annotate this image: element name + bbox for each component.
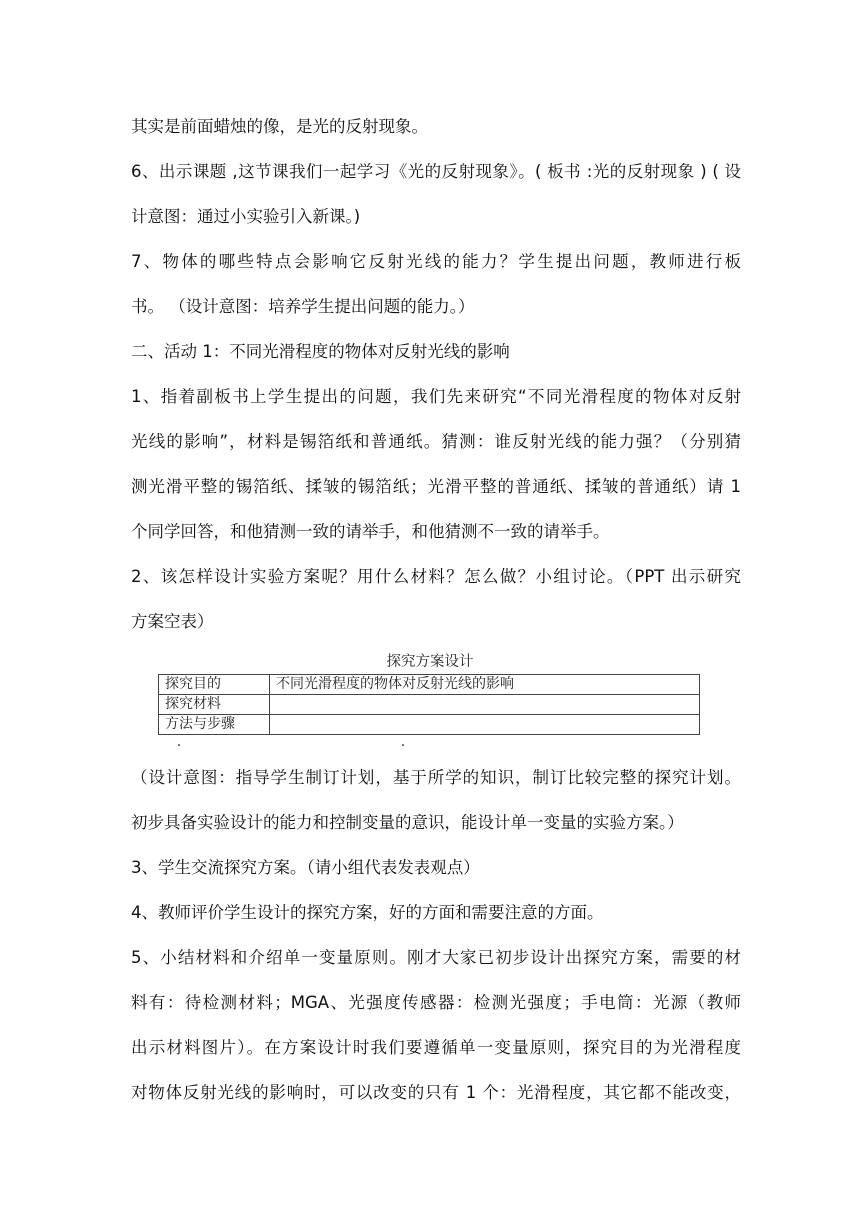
paragraph-line: 测光滑平整的锡箔纸、揉皱的锡箔纸；光滑平整的普通纸、揉皱的普通纸）请 1 (131, 477, 741, 496)
table-row (159, 715, 700, 735)
table-row (159, 675, 700, 695)
paragraph-line: 其实是前面蜡烛的像，是光的反射现象。 (131, 117, 428, 136)
scan-artifact-marks (156, 744, 704, 748)
research-plan-figure (156, 652, 704, 748)
paragraph-line: 5、小结材料和介绍单一变量原则。刚才大家已初步设计出探究方案，需要的材 (131, 948, 741, 967)
paragraph-line: （设计意图：指导学生制订计划，基于所学的知识，制订比较完整的探究计划。 (131, 768, 741, 787)
paragraph-line: 3、学生交流探究方案。（请小组代表发表观点） (131, 858, 480, 877)
paragraph-line: 1、指着副板书上学生提出的问题，我们先来研究“不同光滑程度的物体对反射 (131, 387, 741, 406)
table-cell-value: 不同光滑程度的物体对反射光线的影响 (270, 675, 700, 695)
paragraph-line: 初步具备实验设计的能力和控制变量的意识，能设计单一变量的实验方案。） (131, 813, 684, 832)
table-cell-label: 探究目的 (159, 675, 270, 695)
paragraph-line: 4、教师评价学生设计的探究方案，好的方面和需要注意的方面。 (131, 903, 604, 922)
paragraph-line: 2、该怎样设计实验方案呢？用什么材料？怎么做？小组讨论。（PPT 出示研究 (131, 567, 741, 586)
table-cell-value (270, 715, 700, 735)
table-cell-label: 探究材料 (159, 695, 270, 715)
paragraph-line: 7、物体的哪些特点会影响它反射光线的能力？学生提出问题，教师进行板 (131, 252, 741, 271)
paragraph-line: 方案空表） (131, 612, 214, 631)
paragraph-line: 6、出示课题 ,这节课我们一起学习《光的反射现象》。( 板书 :光的反射现象 ) ( 设 (131, 162, 741, 181)
research-plan-table (158, 674, 700, 735)
paragraph-line: 料有：待检测材料；MGA、光强度传感器：检测光强度；手电筒：光源（教师 (131, 993, 741, 1012)
paragraph-line: 书。 （设计意图：培养学生提出问题的能力。） (131, 297, 475, 316)
paragraph-line: 光线的影响”，材料是锡箔纸和普通纸。猜测：谁反射光线的能力强？（分别猜 (131, 432, 741, 451)
paragraph-line: 对物体反射光线的影响时，可以改变的只有 1 个：光滑程度，其它都不能改变， (131, 1083, 741, 1102)
paragraph-line: 计意图：通过小实验引入新课。) (131, 207, 361, 226)
paragraph-line: 出示材料图片）。在方案设计时我们要遵循单一变量原则，探究目的为光滑程度 (131, 1038, 741, 1057)
table-cell-value (270, 695, 700, 715)
table-row (159, 695, 700, 715)
table-cell-label: 方法与步骤 (159, 715, 270, 735)
figure-title: 探究方案设计 (386, 654, 474, 670)
paragraph-line: 个同学回答，和他猜测一致的请举手，和他猜测不一致的请举手。 (131, 522, 610, 541)
section-heading: 二、活动 1：不同光滑程度的物体对反射光线的影响 (131, 342, 510, 361)
